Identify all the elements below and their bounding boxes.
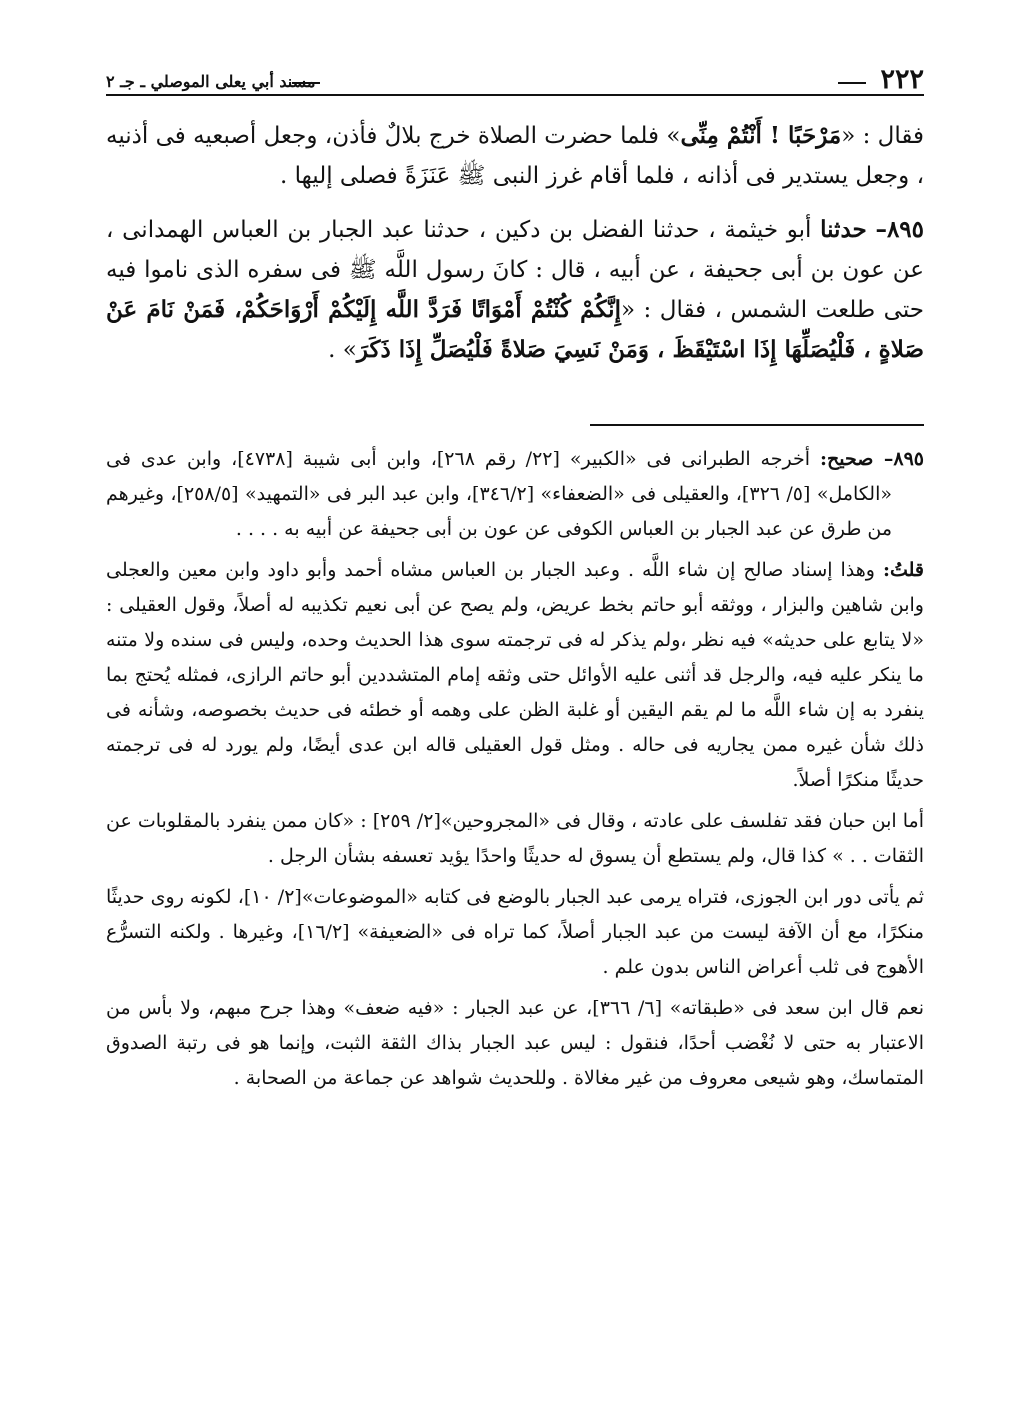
prophet-quote: مَرْحَبًا ! أَنْتُمْ مِنِّى <box>680 122 842 149</box>
footnote-comment-lead: قلتُ: <box>882 559 924 581</box>
footnote-comment <box>106 553 924 798</box>
footnote-grade: ٨٩٥– صحيح: <box>819 448 924 470</box>
main-text <box>106 116 924 370</box>
running-header <box>106 62 924 102</box>
book-title: مسند أبي يعلى الموصلي ـ جـ ٢ <box>106 72 316 91</box>
header-rule <box>106 94 924 96</box>
hadith-end: » . <box>328 337 357 363</box>
para-rest: » فلما حضرت الصلاة خرج بلالٌ فأذن، وجعل أصبعيه فى أذنيه ، وجعل يستدير فى أذانه ، فلما أقام غرز النبى ﷺ عَنَزَةً فصلى إليها . <box>106 123 924 189</box>
hadith-number: ٨٩٥– <box>875 216 925 243</box>
para-lead: فقال : « <box>841 123 925 149</box>
hadith-895 <box>106 210 924 370</box>
footnote-ibn-hibban: أما ابن حبان فقد تفلسف على عادته ، وقال فى «المجروحين»[٢/ ٢٥٩] : «كان ممن ينفرد بالمقلوبات عن الثقات . . » كذا قال، ولم يستطع أن يسوق له حديثًا واحدًا يؤيد تعسفه بشأن الرجل . <box>106 810 925 867</box>
footnote-ibn-jawzi: ثم يأتى دور ابن الجوزى، فتراه يرمى عبد الجبار بالوضع فى كتابه «الموضوعات»[٢/ ١٠]، لكونه روى حديثًا منكرًا، مع أن الآفة ليست من عبد الجبار أصلاً، كما تراه فى «الضعيفة» [١٦/٢]، وغيرها . ولكنه التسرُّع الأهوج فى ثلب أعراض الناس بدون علم . <box>106 886 925 978</box>
header-dash-right <box>838 82 866 84</box>
footnote-takhrij <box>106 442 924 547</box>
hadith-verb: حدثنا <box>820 216 867 243</box>
footnote-ibn-saad: نعم قال ابن سعد فى «طبقاته» [٦/ ٣٦٦]، عن عبد الجبار : «فيه ضعف» وهذا جرح مبهم، ولا بأس من الاعتبار به حتى لا نُغْضب أحدًا، فنقول : ليس عبد الجبار بذاك الثقة الثبت، وإنما هو فى رتبة الصدوق المتماسك، وهو شيعى معروف من غير مغالاة . وللحديث شواهد عن جماعة من الصحابة . <box>106 997 924 1089</box>
hadith-matn: إِنَّكُمْ كُنْتُمْ أَمْوَاتًا فَرَدَّ اللَّه إِلَيْكُمْ أَرْوَاحَكُمْ، فَمَنْ نَامَ عَنْ صَلاةٍ ، فَلْيُصَلِّهَا إِذَا اسْتَيْقَظَ ، وَمَنْ نَسِيَ صَلاةً فَلْيُصَلِّ إِذَا ذَكَرَ <box>106 296 924 363</box>
footnote-separator <box>590 424 924 426</box>
footnote-takhrij-text: أخرجه الطبرانى فى «الكبير» [٢٢/ رقم ٢٦٨]، وابن أبى شيبة [٤٧٣٨]، وابن عدى فى «الكامل» [٥/ ٣٢٦]، والعقيلى فى «الضعفاء» [٣٤٦/٢]، وابن عبد البر فى «التمهيد» [٢٥٨/٥]، وغيرهم من طرق عن عبد الجبار بن العباس الكوفى عن عون بن أبى جحيفة عن أبيه به . . . . <box>106 448 892 540</box>
hadith-isnad: أبو خيثمة ، حدثنا الفضل بن دكين ، حدثنا عبد الجبار بن العباس الهمدانى ، عن عون بن أبى جحيفة ، عن أبيه ، قال : كانَ رسول اللَّه ﷺ فى سفره الذى ناموا فيه حتى طلعت الشمس ، فقال : « <box>106 217 924 323</box>
continuation-paragraph <box>106 116 924 196</box>
footnotes <box>106 442 924 1102</box>
page-number: ٢٢٢ <box>880 64 924 95</box>
footnote-comment-text: وهذا إسناد صالح إن شاء اللَّه . وعبد الجبار بن العباس مشاه أحمد وأبو داود وابن معين والعجلى وابن شاهين والبزار ، ووثقه أبو حاتم بخط عريض، ولم يصح عن أبى نعيم تكذيبه له أصلاً، وقول العقيلى : «لا يتابع على حديثه» فيه نظر ،ولم يذكر له فى ترجمته سوى هذا الحديث وحده، وليس فى سنده ولا متنه ما ينكر عليه فيه، والرجل قد أثنى عليه الأوائل حتى وثقه إمام المتشددين أبو حاتم الرازى، فمثله يُحتج بما ينفرد به إن شاء اللَّه ما لم يقم اليقين أو غلبة الظن على وهمه أو خطئه فى حديث بخصوصه، وشأنه فى ذلك شأن غيره ممن يجاريه فى حاله . ومثل قول العقيلى قاله ابن عدى أيضًا، ولم يورد له فى ترجمته حديثًا منكرًا أصلاً. <box>106 559 924 791</box>
